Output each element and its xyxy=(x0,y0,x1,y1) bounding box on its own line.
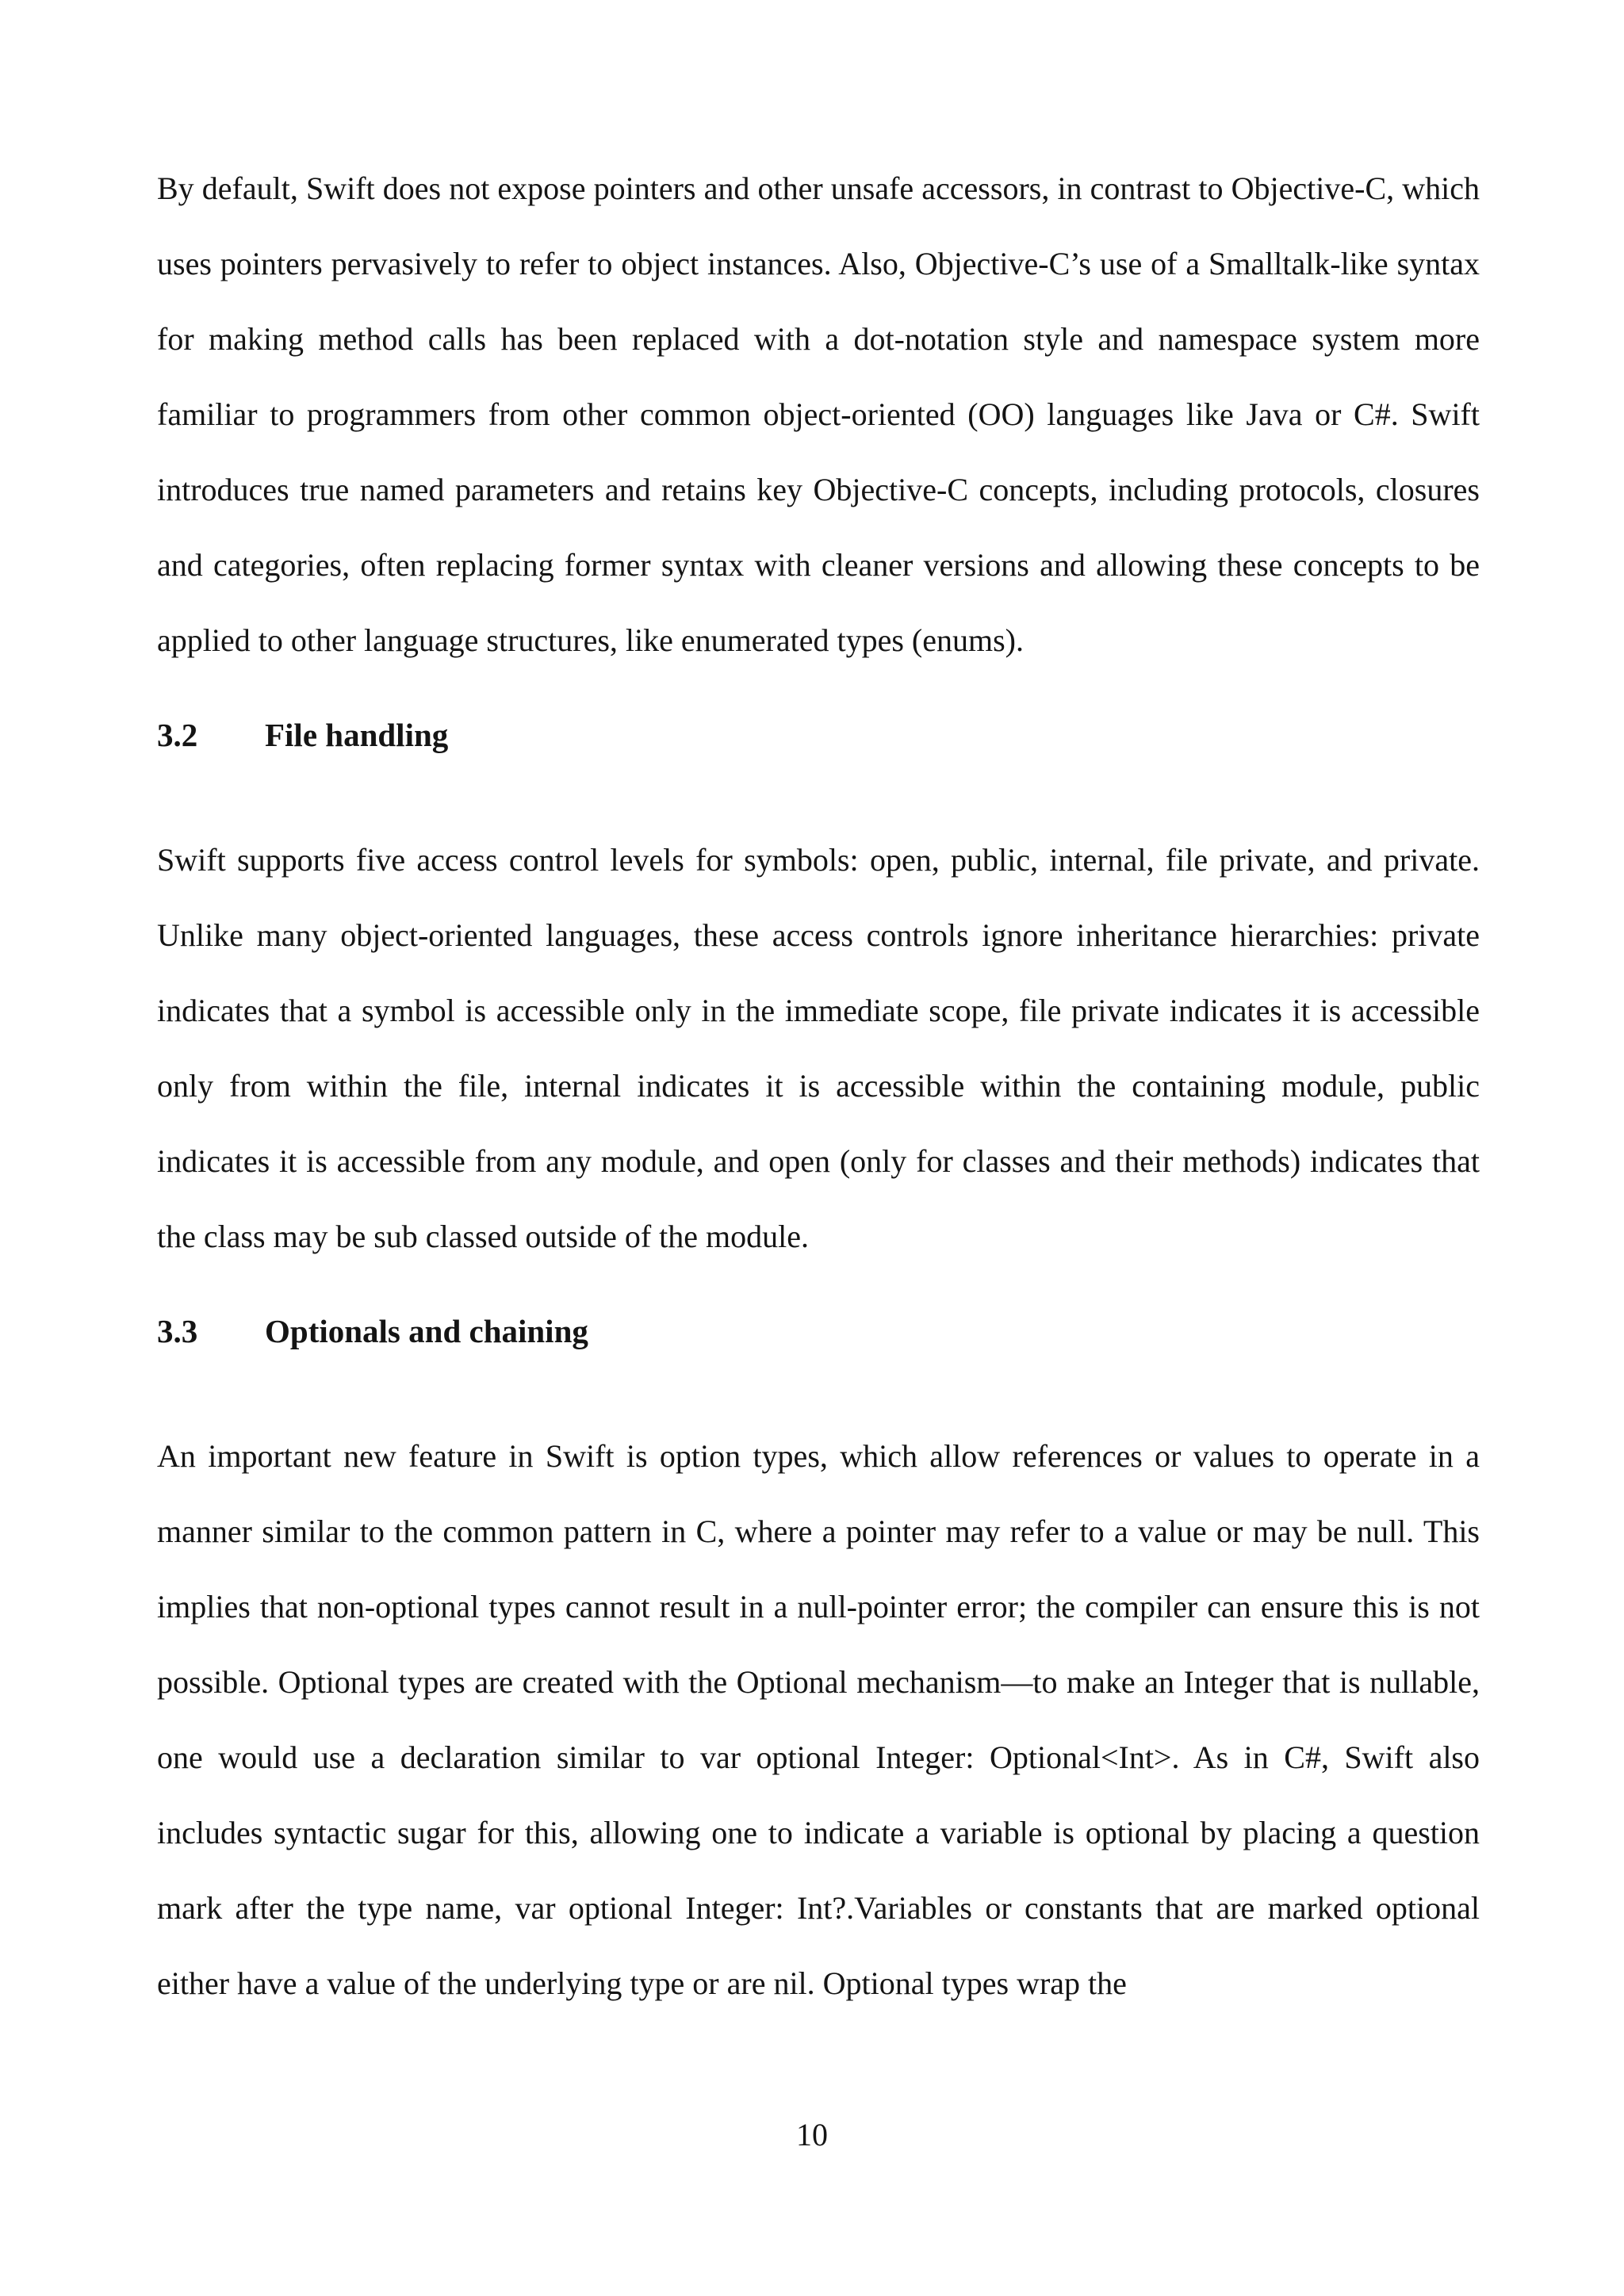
section-heading-optionals xyxy=(157,1307,1480,1355)
document-page xyxy=(157,151,1480,2021)
section-title: File handling xyxy=(265,717,449,753)
intro-paragraph: By default, Swift does not expose pointers and other unsafe accessors, in contrast to Objective-C, which uses pointers pervasively to refer to object instances. Also, Objective-C’s use of a Smalltalk-like syntax for making method calls has been replaced with a dot-notation style and namespace system more familiar to programmers from other common object-oriented (OO) languages like Java or C#. Swift introduces true named parameters and retains key Objective-C concepts, including protocols, closures and categories, often replacing former syntax with cleaner versions and allowing these concepts to be applied to other language structures, like enumerated types (enums). xyxy=(157,170,1480,658)
section-heading-file-handling xyxy=(157,711,1480,759)
section-number: 3.2 xyxy=(157,717,198,753)
section-number: 3.3 xyxy=(157,1313,198,1349)
section-title: Optionals and chaining xyxy=(265,1313,588,1349)
file-handling-paragraph: Swift supports five access control levels for symbols: open, public, internal, file private, and private. Unlike many object-oriented languages, these access controls ignore inheritance hierarchies: private indicates that a symbol is accessible only in the immediate scope, file private indicates it is accessible only from within the file, internal indicates it is accessible within the containing module, public indicates it is accessible from any module, and open (only for classes and their methods) indicates that the class may be sub classed outside of the module. xyxy=(157,842,1480,1254)
page-number: 10 xyxy=(796,2117,828,2152)
optionals-paragraph: An important new feature in Swift is option types, which allow references or values to operate in a manner similar to the common pattern in C, where a pointer may refer to a value or may be null. This implies that non-optional types cannot result in a null-pointer error; the compiler can ensure this is not possible. Optional types are created with the Optional mechanism—to make an Integer that is nullable, one would use a declaration similar to var optional Integer: Optional<Int>. As in C#, Swift also includes syntactic sugar for this, allowing one to indicate a variable is optional by placing a question mark after the type name, var optional Integer: Int?.Variables or constants that are marked optional either have a value of the underlying type or are nil. Optional types wrap the xyxy=(157,1438,1480,2001)
